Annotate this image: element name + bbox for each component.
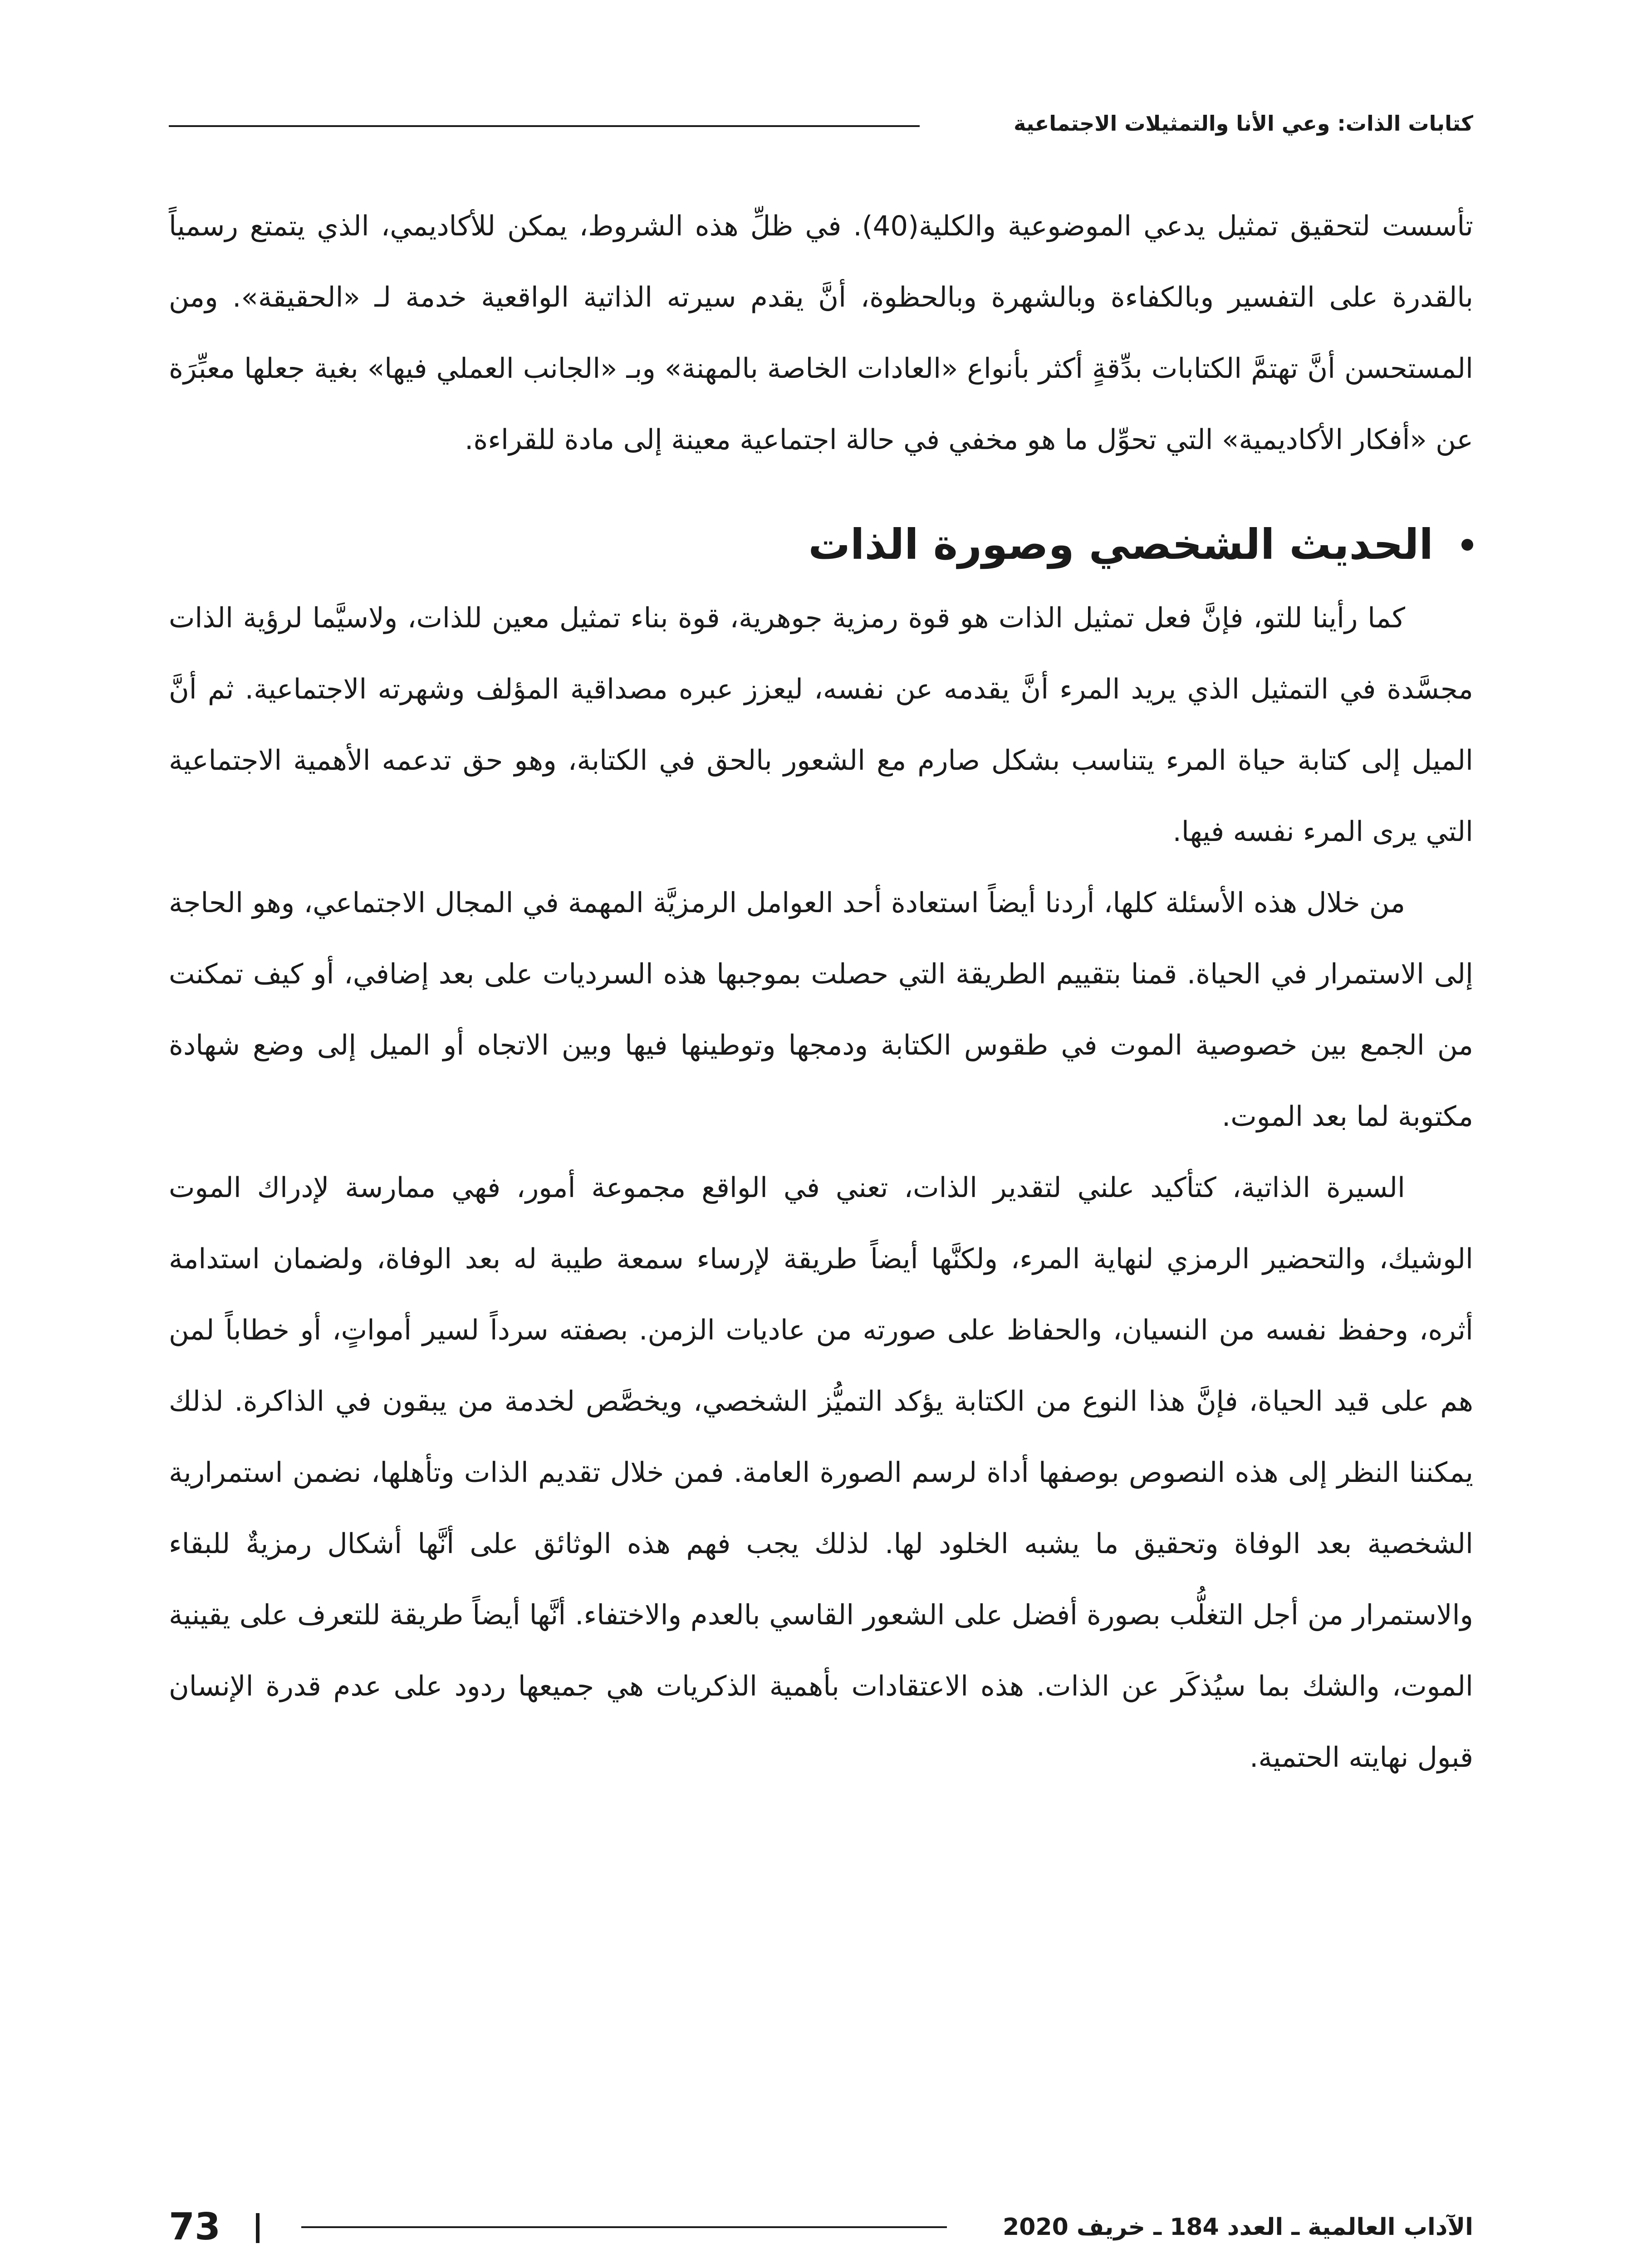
section-heading-text: الحديث الشخصي وصورة الذات	[808, 520, 1433, 569]
bullet-icon	[1461, 539, 1473, 551]
footer-rule	[301, 2226, 947, 2228]
paragraph-4: السيرة الذاتية، كتأكيد علني لتقدير الذات، تعني في الواقع مجموعة أمور، فهي ممارسة لإدراك الموت الوشيك، والتحضير الرمزي لنهاية المرء، ولكنَّها أيضاً طريقة لإرساء سمعة طيبة له بعد الوفاة، ولضمان استدامة أثره، وحفظ نفسه من النسيان، والحفاظ على صورته من عاديات الزمن. بصفته سرداً لسير أمواتٍ، أو خطاباً لمن هم على قيد الحياة، فإنَّ هذا النوع من الكتابة يؤكد التميُّز الشخصي، ويخصَّص لخدمة من يبقون في الذاكرة. لذلك يمكننا النظر إلى هذه النصوص بوصفها أداة لرسم الصورة العامة. فمن خلال تقديم الذات وتأهلها، نضمن استمرارية الشخصية بعد الوفاة وتحقيق ما يشبه الخلود لها. لذلك يجب فهم هذه الوثائق على أنَّها أشكال رمزيةٌ للبقاء والاستمرار من أجل التغلُّب بصورة أفضل على الشعور القاسي بالعدم والاختفاء. أنَّها أيضاً طريقة للتعرف على يقينية الموت، والشك بما سيُذكَر عن الذات. هذه الاعتقادات بأهمية الذكريات هي جميعها ردود على عدم قدرة الإنسان قبول نهايته الحتمية.	[169, 1172, 1473, 1774]
journal-issue-line: الآداب العالمية ـ العدد 184 ـ خريف 2020	[1003, 2214, 1473, 2241]
article-body	[169, 191, 1473, 1793]
page-number-separator	[256, 2213, 260, 2243]
running-header	[169, 105, 1473, 142]
page-number: 73	[169, 2205, 221, 2248]
paragraph-2: كما رأينا للتو، فإنَّ فعل تمثيل الذات هو قوة رمزية جوهرية، قوة بناء تمثيل معين للذات، ولاسيَّما لرؤية الذات مجسَّدة في التمثيل الذي يريد المرء أنَّ يقدمه عن نفسه، ليعزز عبره مصداقية المؤلف وشهرته الاجتماعية. ثم أنَّ الميل إلى كتابة حياة المرء يتناسب بشكل صارم مع الشعور بالحق في الكتابة، وهو حق تدعمه الأهمية الاجتماعية التي يرى المرء نفسه فيها.	[169, 602, 1473, 848]
section-heading	[169, 515, 1473, 574]
running-title: كتابات الذات: وعي الأنا والتمثيلات الاجتماعية	[1014, 111, 1473, 136]
paragraph-1: تأسست لتحقيق تمثيل يدعي الموضوعية والكلية(40). في ظلِّ هذه الشروط، يمكن للأكاديمي، الذي يتمتع رسمياً بالقدرة على التفسير وبالكفاءة وبالشهرة وبالحظوة، أنَّ يقدم سيرته الذاتية الواقعية خدمة لـ «الحقيقة». ومن المستحسن أنَّ تهتمَّ الكتابات بدِّقةٍ أكثر بأنواع «العادات الخاصة بالمهنة» وبـ «الجانب العملي فيها» بغية جعلها معبِّرَة عن «أفكار الأكاديمية» التي تحوِّل ما هو مخفي في حالة اجتماعية معينة إلى مادة للقراءة.	[169, 210, 1473, 456]
header-rule	[169, 125, 920, 127]
page-footer	[169, 2202, 1473, 2252]
paragraph-3: من خلال هذه الأسئلة كلها، أردنا أيضاً استعادة أحد العوامل الرمزيَّة المهمة في المجال الاجتماعي، وهو الحاجة إلى الاستمرار في الحياة. قمنا بتقييم الطريقة التي حصلت بموجبها هذه السرديات على بعد إضافي، أو كيف تمكنت من الجمع بين خصوصية الموت في طقوس الكتابة ودمجها وتوطينها فيها وبين الاتجاه أو الميل إلى وضع شهادة مكتوبة لما بعد الموت.	[169, 887, 1473, 1133]
